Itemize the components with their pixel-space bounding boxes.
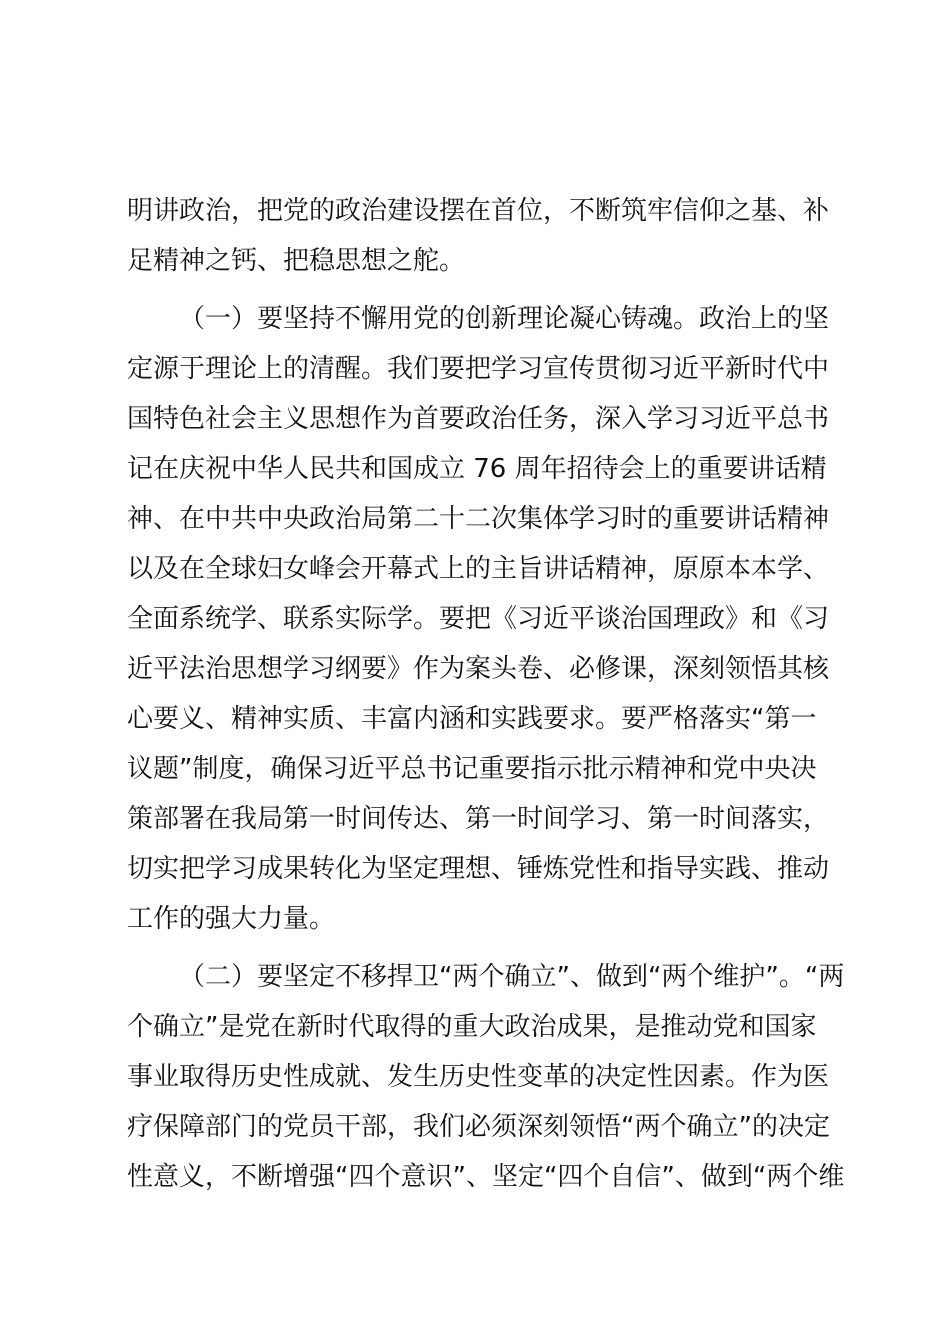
text-line: 全面系统学、联系实际学。要把《习近平谈治国理政》和《习 <box>127 604 830 634</box>
text-line: 切实把学习成果转化为坚定理想、锤炼党性和指导实践、推动 <box>127 854 830 884</box>
text-line: 事业取得历史性成就、发生历史性变革的决定性因素。作为医 <box>127 1062 830 1092</box>
text-line: 神、在中共中央政治局第二十二次集体学习时的重要讲话精神 <box>127 504 830 534</box>
paragraph-section-two <box>127 952 845 1202</box>
paragraph-section-one <box>127 294 830 944</box>
text-line: 议题”制度，确保习近平总书记重要指示批示精神和党中央决 <box>127 754 817 784</box>
text-line: 工作的强大力量。 <box>127 904 336 934</box>
text-line: 心要义、精神实质、丰富内涵和实践要求。要严格落实“第一 <box>127 704 817 734</box>
text-line: 个确立”是党在新时代取得的重大政治成果，是推动党和国家 <box>127 1012 817 1042</box>
text-line: 以及在全球妇女峰会开幕式上的主旨讲话精神，原原本本学、 <box>127 554 830 584</box>
paragraph-first-line: （二）要坚定不移捍卫“两个确立”、做到“两个维护”。“两 <box>179 962 845 992</box>
text-line: 疗保障部门的党员干部，我们必须深刻领悟“两个确立”的决定 <box>127 1112 830 1142</box>
paragraph-continuation <box>127 186 830 286</box>
text-line: 近平法治思想学习纲要》作为案头卷、必修课，深刻领悟其核 <box>127 654 830 684</box>
document-body <box>127 186 845 1202</box>
text-line: 明讲政治，把党的政治建设摆在首位，不断筑牢信仰之基、补 <box>127 196 830 226</box>
text-line: 性意义，不断增强“四个意识”、坚定“四个自信”、做到“两个维 <box>127 1162 845 1192</box>
text-line: 定源于理论上的清醒。我们要把学习宣传贯彻习近平新时代中 <box>127 354 830 384</box>
text-line: 足精神之钙、把稳思想之舵。 <box>127 246 466 276</box>
paragraph-first-line: （一）要坚持不懈用党的创新理论凝心铸魂。政治上的坚 <box>179 304 830 334</box>
text-line: 策部署在我局第一时间传达、第一时间学习、第一时间落实， <box>127 804 830 834</box>
text-line: 国特色社会主义思想作为首要政治任务，深入学习习近平总书 <box>127 404 830 434</box>
text-line: 记在庆祝中华人民共和国成立 76 周年招待会上的重要讲话精 <box>127 454 827 484</box>
